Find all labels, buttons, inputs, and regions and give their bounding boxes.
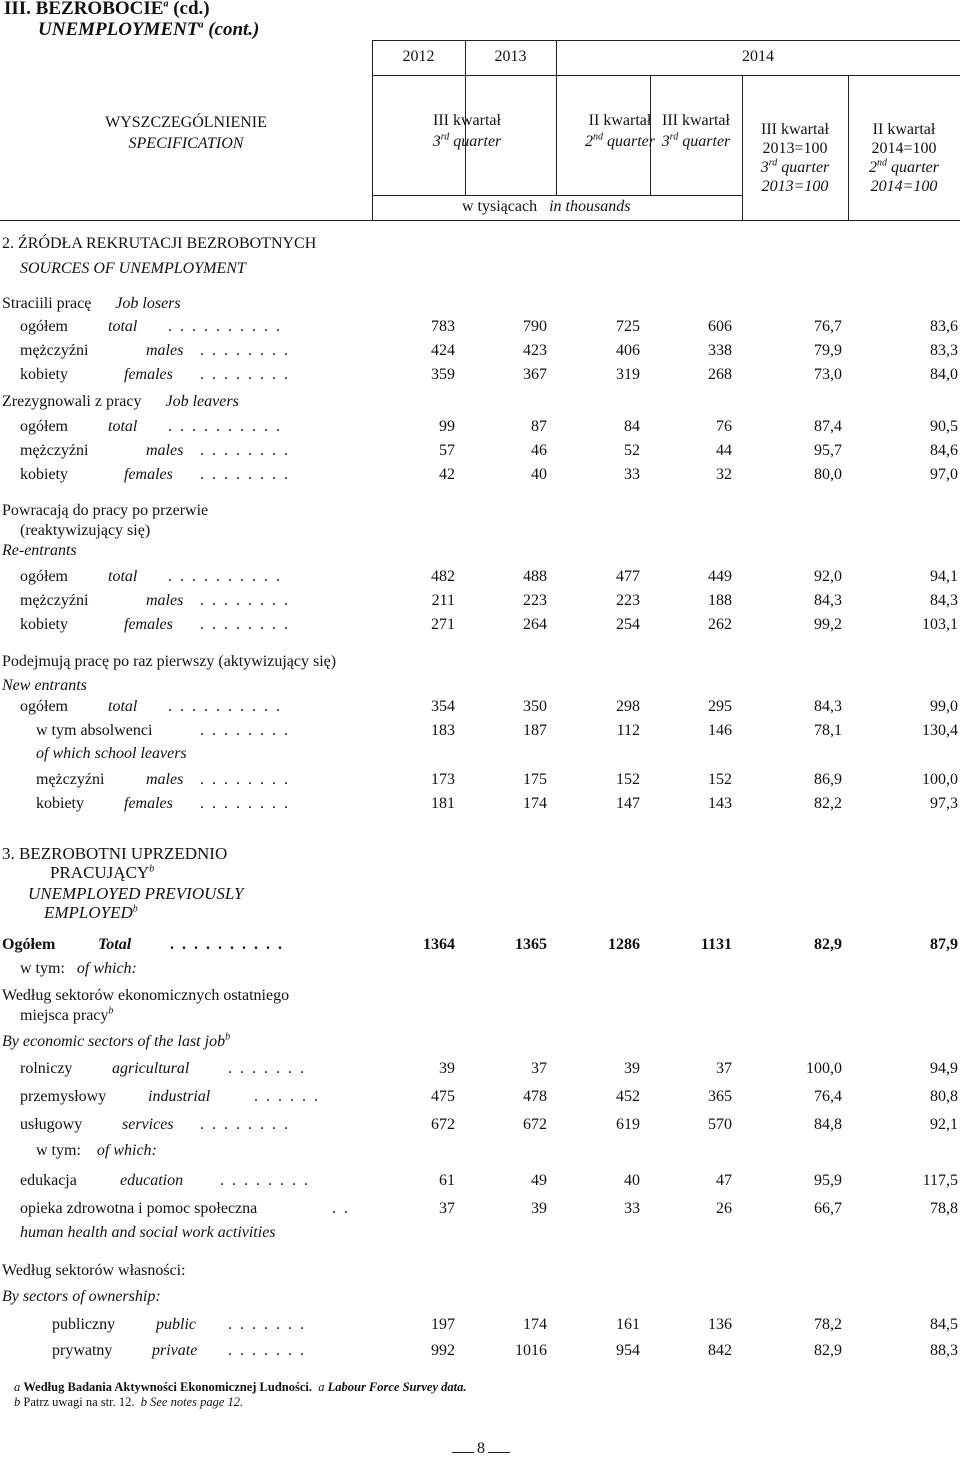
- cell: 482: [431, 568, 455, 585]
- row-label-en: females: [124, 366, 173, 383]
- leader-dots: . . . . . . . . . .: [168, 418, 282, 435]
- cell: 100,0: [922, 771, 958, 788]
- row-label-pl: ogółem: [20, 418, 68, 435]
- leader-dots: . . . . . . . .: [220, 1172, 310, 1189]
- cell: 112: [616, 722, 640, 739]
- cell: 94,9: [930, 1060, 958, 1077]
- row-label-pl: kobiety: [20, 616, 68, 633]
- cell: 423: [523, 342, 547, 359]
- cell: 197: [431, 1316, 455, 1333]
- cell: 354: [431, 698, 455, 715]
- row-label-en: public: [156, 1316, 196, 1333]
- cell: 99: [439, 418, 455, 435]
- total-label-pl: Ogółem: [2, 936, 56, 953]
- leader-dots: . . . . . . . .: [200, 795, 290, 812]
- leader-dots: . .: [332, 1200, 350, 1217]
- cell: 262: [708, 616, 732, 633]
- cell: 84,8: [814, 1116, 842, 1133]
- cell: 175: [523, 771, 547, 788]
- row-label-pl: edukacja: [20, 1172, 77, 1189]
- cell: 33: [624, 466, 640, 483]
- row-label-en: females: [124, 795, 173, 812]
- cell: 84,5: [930, 1316, 958, 1333]
- page-number-dash: [452, 1452, 474, 1453]
- row-label-en: industrial: [148, 1088, 211, 1105]
- table-row: [0, 464, 960, 486]
- cell: 570: [708, 1116, 732, 1133]
- table-row: [0, 590, 960, 612]
- section-2-title-en: SOURCES OF UNEMPLOYMENT: [20, 260, 246, 277]
- col2-header: II kwartał 2nd quarter: [585, 112, 655, 150]
- row-label-en: females: [124, 616, 173, 633]
- cell: 66,7: [814, 1200, 842, 1217]
- cell: 152: [616, 771, 640, 788]
- cell: 130,4: [922, 722, 958, 739]
- group-job-losers: Straciili pracę Job losers: [2, 295, 181, 312]
- group-new-entrants: Podejmują pracę po raz pierwszy (aktywizujący się) New entrants: [2, 653, 337, 694]
- table-row: [0, 1114, 960, 1136]
- leader-dots: . . . . . . .: [228, 1342, 306, 1359]
- table-row: [0, 1198, 960, 1220]
- cell: 1286: [608, 936, 640, 953]
- table-row: [0, 316, 960, 338]
- cell: 40: [531, 466, 547, 483]
- cell: 84,3: [814, 698, 842, 715]
- group-re-entrants: Powracają do pracy po przerwie (reaktywizujący się) Re-entrants: [2, 502, 209, 559]
- cell: 94,1: [930, 568, 958, 585]
- cell: 187: [523, 722, 547, 739]
- cell: 39: [531, 1200, 547, 1217]
- cell: 268: [708, 366, 732, 383]
- cell: 350: [523, 698, 547, 715]
- cell: 136: [708, 1316, 732, 1333]
- cell: 79,9: [814, 342, 842, 359]
- leader-dots: . . . . . . . . . .: [168, 318, 282, 335]
- row-label-pl: ogółem: [20, 318, 68, 335]
- row-label-en: males: [146, 771, 184, 788]
- cell: 37: [531, 1060, 547, 1077]
- table-row: [0, 1170, 960, 1192]
- total-label-en: Total: [98, 936, 132, 953]
- table-row: [0, 566, 960, 588]
- cell: 790: [523, 318, 547, 335]
- cell: 82,9: [814, 936, 842, 953]
- leader-dots: . . . . . . . .: [200, 442, 290, 459]
- table-row: [0, 440, 960, 462]
- cell: 295: [708, 698, 732, 715]
- row-label-pl: ogółem: [20, 698, 68, 715]
- cell: 1364: [423, 936, 455, 953]
- cell: 143: [708, 795, 732, 812]
- row-label-pl: rolniczy: [20, 1060, 73, 1077]
- leader-dots: . . . . . . . .: [200, 616, 290, 633]
- cell: 406: [616, 342, 640, 359]
- cell: 103,1: [922, 616, 958, 633]
- cell: 449: [708, 568, 732, 585]
- ownership-label-en: By sectors of ownership:: [2, 1288, 161, 1305]
- cell: 619: [616, 1116, 640, 1133]
- cell: 161: [616, 1316, 640, 1333]
- row-label-pl: prywatny: [52, 1342, 113, 1359]
- leader-dots: . . . . . . . .: [200, 366, 290, 383]
- cell: 87,4: [814, 418, 842, 435]
- row-label-pl: w tym absolwenci: [36, 722, 153, 739]
- leader-dots: . . . . . . .: [228, 1060, 306, 1077]
- econ-sectors-label: Według sektorów ekonomicznych ostatniego miejsca pracy$^b$ By economic sectors of the last job$^b$: [2, 987, 290, 1050]
- row-label-pl: przemysłowy: [20, 1088, 107, 1105]
- table-row: [0, 1314, 960, 1336]
- cell: 992: [431, 1342, 455, 1359]
- row-label-pl: mężczyźni: [20, 592, 89, 609]
- cell: 78,2: [814, 1316, 842, 1333]
- cell: 223: [523, 592, 547, 609]
- page-title-pl: III. BEZROBOCIE$^a$ (cd.): [4, 0, 210, 19]
- cell: 73,0: [814, 366, 842, 383]
- cell: 1131: [700, 936, 732, 953]
- table-row: [0, 416, 960, 438]
- leader-dots: . . . . . . . . . .: [168, 568, 282, 585]
- cell: 367: [523, 366, 547, 383]
- cell: 87: [531, 418, 547, 435]
- cell: 88,3: [930, 1342, 958, 1359]
- year-2013: 2013: [494, 48, 527, 65]
- cell: 146: [708, 722, 732, 739]
- cell: 152: [708, 771, 732, 788]
- cell: 80,8: [930, 1088, 958, 1105]
- cell: 33: [624, 1200, 640, 1217]
- cell: 90,5: [930, 418, 958, 435]
- leader-dots: . . . . . . . .: [200, 771, 290, 788]
- cell: 298: [616, 698, 640, 715]
- cell: 76: [716, 418, 732, 435]
- cell: 359: [431, 366, 455, 383]
- cell: 254: [616, 616, 640, 633]
- row-label-en: total: [108, 698, 138, 715]
- cell: 47: [716, 1172, 732, 1189]
- cell: 1016: [515, 1342, 547, 1359]
- cell: 97,0: [930, 466, 958, 483]
- cell: 78,1: [814, 722, 842, 739]
- row-label-en: males: [146, 442, 184, 459]
- cell: 452: [616, 1088, 640, 1105]
- leader-dots: . . . . . . . .: [200, 466, 290, 483]
- table-row: [0, 1086, 960, 1108]
- cell: 86,9: [814, 771, 842, 788]
- cell: 173: [431, 771, 455, 788]
- leader-dots: . . . . . .: [254, 1088, 320, 1105]
- row-label-pl: mężczyźni: [20, 342, 89, 359]
- spec-header-en: SPECIFICATION: [128, 135, 244, 152]
- cell: 271: [431, 616, 455, 633]
- group-job-leavers: Zrezygnowali z pracy Job leavers: [2, 393, 239, 410]
- header-line-top: [372, 40, 960, 41]
- row-label-pl: mężczyźni: [36, 771, 105, 788]
- row-label-pl: kobiety: [20, 466, 68, 483]
- cell: 61: [439, 1172, 455, 1189]
- cell: 100,0: [806, 1060, 842, 1077]
- section-3-title-pl: 3. BEZROBOTNI UPRZEDNIO PRACUJĄCY$^b$: [2, 844, 228, 882]
- row-label-en: males: [146, 592, 184, 609]
- cell: 211: [431, 592, 455, 609]
- w-tym-services-label: w tym: of which:: [36, 1142, 157, 1159]
- cell: 97,3: [930, 795, 958, 812]
- leader-dots: . . . . . . . . . .: [170, 936, 284, 953]
- total-row: [0, 934, 960, 956]
- cell: 117,5: [922, 1172, 958, 1189]
- cell: 84,0: [930, 366, 958, 383]
- leader-dots: . . . . . . .: [228, 1316, 306, 1333]
- cell: 842: [708, 1342, 732, 1359]
- col4-header: III kwartał 2013=100 3rd quarter 2013=100: [760, 121, 830, 195]
- cell: 475: [431, 1088, 455, 1105]
- cell: 78,8: [930, 1200, 958, 1217]
- cell: 44: [716, 442, 732, 459]
- year-2012: 2012: [402, 48, 435, 65]
- cell: 188: [708, 592, 732, 609]
- col5-header: II kwartał 2014=100 2nd quarter 2014=100: [869, 121, 939, 195]
- col1-header: III kwartał 3rd quarter: [432, 112, 502, 150]
- row-label-pl: kobiety: [20, 366, 68, 383]
- cell: 84,3: [930, 592, 958, 609]
- cell: 82,2: [814, 795, 842, 812]
- cell: 365: [708, 1088, 732, 1105]
- cell: 338: [708, 342, 732, 359]
- table-row: [0, 769, 960, 791]
- cell: 84,3: [814, 592, 842, 609]
- cell: 147: [616, 795, 640, 812]
- cell: 424: [431, 342, 455, 359]
- table-row: [0, 614, 960, 636]
- w-tym-label: w tym: of which:: [20, 960, 137, 977]
- cell: 39: [439, 1060, 455, 1077]
- health-label-en: human health and social work activities: [20, 1224, 276, 1241]
- row-label-pl: mężczyźni: [20, 442, 89, 459]
- cell: 49: [531, 1172, 547, 1189]
- cell: 672: [523, 1116, 547, 1133]
- cell: 725: [616, 318, 640, 335]
- cell: 95,9: [814, 1172, 842, 1189]
- cell: 82,9: [814, 1342, 842, 1359]
- cell: 84,6: [930, 442, 958, 459]
- cell: 76,7: [814, 318, 842, 335]
- cell: 477: [616, 568, 640, 585]
- header-line-bottom: [0, 220, 960, 221]
- page-title-en: UNEMPLOYMENT$^a$ (cont.): [38, 19, 260, 40]
- cell: 95,7: [814, 442, 842, 459]
- row-label-en: private: [152, 1342, 198, 1359]
- footnote-b: b Patrz uwagi na str. 12. b See notes page 12.: [14, 1395, 244, 1409]
- section-2-title-pl: 2. ŹRÓDŁA REKRUTACJI BEZROBOTNYCH: [2, 235, 317, 252]
- header-line-years: [372, 75, 960, 76]
- cell: 83,3: [930, 342, 958, 359]
- cell: 223: [616, 592, 640, 609]
- cell: 76,4: [814, 1088, 842, 1105]
- ownership-label-pl: Według sektorów własności:: [2, 1262, 186, 1279]
- leader-dots: . . . . . . . . . .: [168, 698, 282, 715]
- cell: 40: [624, 1172, 640, 1189]
- cell: 92,1: [930, 1116, 958, 1133]
- table-row: [0, 340, 960, 362]
- row-label-en: agricultural: [112, 1060, 190, 1077]
- table-row: [0, 1340, 960, 1362]
- cell: 1365: [515, 936, 547, 953]
- cell: 57: [439, 442, 455, 459]
- row-label-pl: opieka zdrowotna i pomoc społeczna: [20, 1200, 258, 1217]
- leader-dots: . . . . . . . .: [200, 722, 290, 739]
- row-label-pl: kobiety: [36, 795, 84, 812]
- page-number-dash: [488, 1452, 510, 1453]
- cell: 183: [431, 722, 455, 739]
- table-row: [0, 1058, 960, 1080]
- leader-dots: . . . . . . . .: [200, 342, 290, 359]
- row-label-en: education: [120, 1172, 184, 1189]
- row-label-en: services: [122, 1116, 174, 1133]
- row-label-en: males: [146, 342, 184, 359]
- cell: 83,6: [930, 318, 958, 335]
- table-row: [0, 364, 960, 386]
- row-label-en: total: [108, 568, 138, 585]
- cell: 672: [431, 1116, 455, 1133]
- units-label: w tysiącach in thousands: [462, 198, 631, 215]
- leader-dots: . . . . . . . .: [200, 1116, 290, 1133]
- cell: 174: [523, 795, 547, 812]
- footnote-a: a Według Badania Aktywności Ekonomicznej Ludności. a Labour Force Survey data.: [14, 1380, 467, 1394]
- cell: 37: [716, 1060, 732, 1077]
- school-leavers-label: of which school leavers: [36, 745, 187, 762]
- cell: 26: [716, 1200, 732, 1217]
- cell: 37: [439, 1200, 455, 1217]
- col3-header: III kwartał 3rd quarter: [661, 112, 731, 150]
- cell: 488: [523, 568, 547, 585]
- cell: 606: [708, 318, 732, 335]
- cell: 181: [431, 795, 455, 812]
- cell: 478: [523, 1088, 547, 1105]
- spec-header-pl: WYSZCZEGÓLNIENIE: [105, 114, 267, 131]
- cell: 319: [616, 366, 640, 383]
- leader-dots: . . . . . . . .: [200, 592, 290, 609]
- cell: 87,9: [930, 936, 958, 953]
- section-3-title-en: UNEMPLOYED PREVIOUSLY EMPLOYED$^b$: [28, 884, 244, 922]
- cell: 84: [624, 418, 640, 435]
- table-row: [0, 720, 960, 742]
- row-label-en: total: [108, 418, 138, 435]
- row-label-en: females: [124, 466, 173, 483]
- page-number: 8: [477, 1440, 485, 1457]
- row-label-pl: publiczny: [52, 1316, 116, 1333]
- cell: 174: [523, 1316, 547, 1333]
- cell: 39: [624, 1060, 640, 1077]
- cell: 92,0: [814, 568, 842, 585]
- row-label-pl: ogółem: [20, 568, 68, 585]
- year-2014: 2014: [742, 48, 774, 65]
- table-row: [0, 696, 960, 718]
- row-label-pl: usługowy: [20, 1116, 83, 1133]
- cell: 99,0: [930, 698, 958, 715]
- cell: 264: [523, 616, 547, 633]
- row-label-en: total: [108, 318, 138, 335]
- cell: 32: [716, 466, 732, 483]
- cell: 52: [624, 442, 640, 459]
- cell: 42: [439, 466, 455, 483]
- cell: 46: [531, 442, 547, 459]
- cell: 783: [431, 318, 455, 335]
- cell: 99,2: [814, 616, 842, 633]
- table-row: [0, 793, 960, 815]
- header-line-units: [372, 195, 742, 196]
- cell: 954: [616, 1342, 640, 1359]
- cell: 80,0: [814, 466, 842, 483]
